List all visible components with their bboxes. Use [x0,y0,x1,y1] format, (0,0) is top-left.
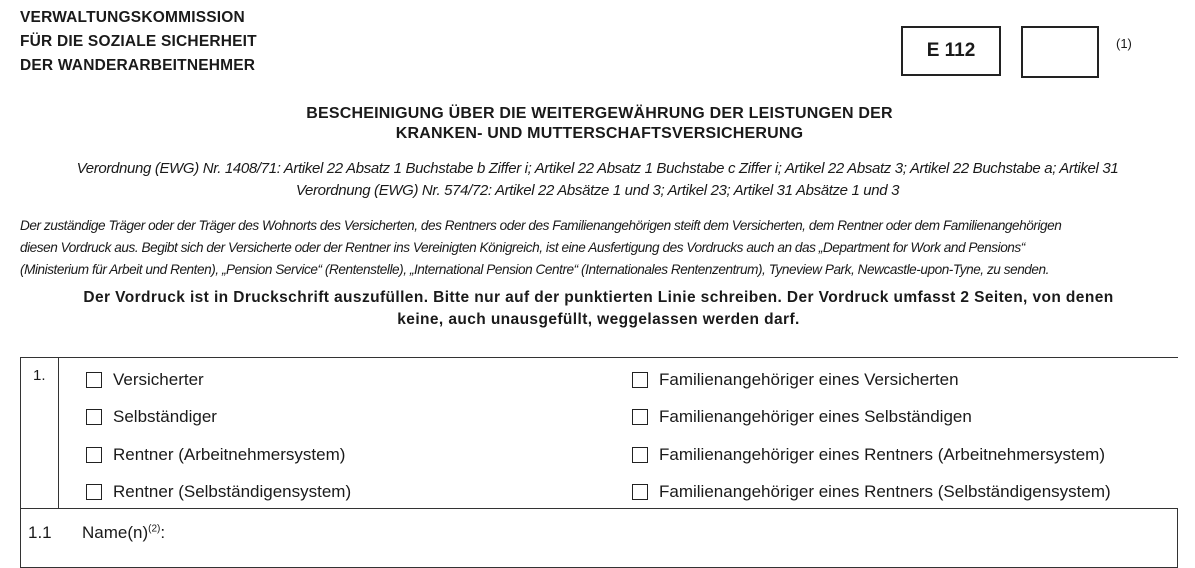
option-label: Selbständiger [113,407,217,426]
checkbox[interactable] [632,447,648,463]
option-label: Rentner (Selbständigensystem) [113,482,352,501]
fill-instructions [0,287,1195,331]
checkbox[interactable] [632,484,648,500]
issuer-notice [20,215,1182,281]
option-label: Familienangehöriger eines Selbständigen [659,407,972,426]
form-title-line-1: BESCHEINIGUNG ÜBER DIE WEITERGEWÄHRUNG DER LEISTUNGEN DER [306,105,893,122]
checkbox[interactable] [86,409,102,425]
fill-instructions-line-1: Der Vordruck ist in Druckschrift auszufüllen. Bitte nur auf der punktierten Linie schreiben. Der Vordruck umfasst 2 Seiten, von denen [83,289,1114,306]
form-code: E 112 [926,40,976,61]
form-title [0,104,1195,144]
option-family-pensioner-employee[interactable] [632,445,1105,465]
option-family-pensioner-self-employed[interactable] [632,482,1111,502]
form-version-field[interactable] [1021,26,1099,78]
regulation-references [0,158,1195,202]
name-field-label: $Name(n)^{(2)}$: [82,523,166,542]
option-family-self-employed[interactable] [632,407,972,427]
checkbox[interactable] [86,484,102,500]
section-1-1-number: 1.1 [28,523,52,542]
issuer-notice-line-1: Der zuständige Träger oder der Träger des Wohnorts des Versicherten, des Rentners oder des Familienangehörigen steift dem Versicherten, dem Rentner oder dem Familienangehörigen [20,218,1062,233]
checkbox[interactable] [86,447,102,463]
option-label: Familienangehöriger eines Versicherten [659,370,959,389]
issuer-notice-line-3: (Ministerium für Arbeit und Renten), „Pension Service“ (Rentenstelle), „International Pension Centre“ (Internationales Rentenzentrum), Tyneview Park, Newcastle-upon-Tyne, zu senden. [20,262,1049,277]
commission-line-2: FÜR DIE SOZIALE SICHERHEIT [20,33,257,50]
option-pensioner-employee[interactable] [86,445,345,465]
section-1-1-frame [20,508,1178,568]
checkbox[interactable] [632,372,648,388]
checkbox[interactable] [86,372,102,388]
section-1-number: 1. [33,367,46,384]
issuer-notice-line-2: diesen Vordruck aus. Begibt sich der Versicherte oder der Rentner ins Vereinigten Königreich, ist eine Ausfertigung des Vordrucks auch an das „Department for Work and Pensions“ [20,240,1025,255]
commission-line-1: VERWALTUNGSKOMMISSION [20,9,245,26]
option-label: Rentner (Arbeitnehmersystem) [113,445,346,464]
commission-name [20,6,257,78]
header-footnote-ref: (1) [1116,36,1132,51]
option-label: Versicherter [113,370,204,389]
commission-line-3: DER WANDERARBEITNEHMER [20,57,256,74]
checkbox[interactable] [632,409,648,425]
option-pensioner-self-employed[interactable] [86,482,351,502]
regulation-line-1: Verordnung (EWG) Nr. 1408/71: Artikel 22 Absatz 1 Buchstabe b Ziffer i; Artikel 22 Absatz 1 Buchstabe c Ziffer i; Artikel 22 Absatz 3; Artikel 22 Buchstabe a; Artikel 31 [76,160,1119,177]
option-label: Familienangehöriger eines Rentners (Arbeitnehmersystem) [659,445,1105,464]
form-title-line-2: KRANKEN- UND MUTTERSCHAFTSVERSICHERUNG [395,125,804,142]
option-self-employed[interactable] [86,407,217,427]
fill-instructions-line-2: keine, auch unausgefüllt, weggelassen werden darf. [397,311,800,328]
regulation-line-2: Verordnung (EWG) Nr. 574/72: Artikel 22 Absätze 1 und 3; Artikel 23; Artikel 31 Absätze 1 und 3 [295,182,900,199]
option-insured[interactable] [86,370,204,390]
name-footnote-ref: (2) [148,523,161,535]
option-label: Familienangehöriger eines Rentners (Selbständigensystem) [659,482,1111,501]
form-code-box [901,26,1001,76]
option-family-insured[interactable] [632,370,959,390]
